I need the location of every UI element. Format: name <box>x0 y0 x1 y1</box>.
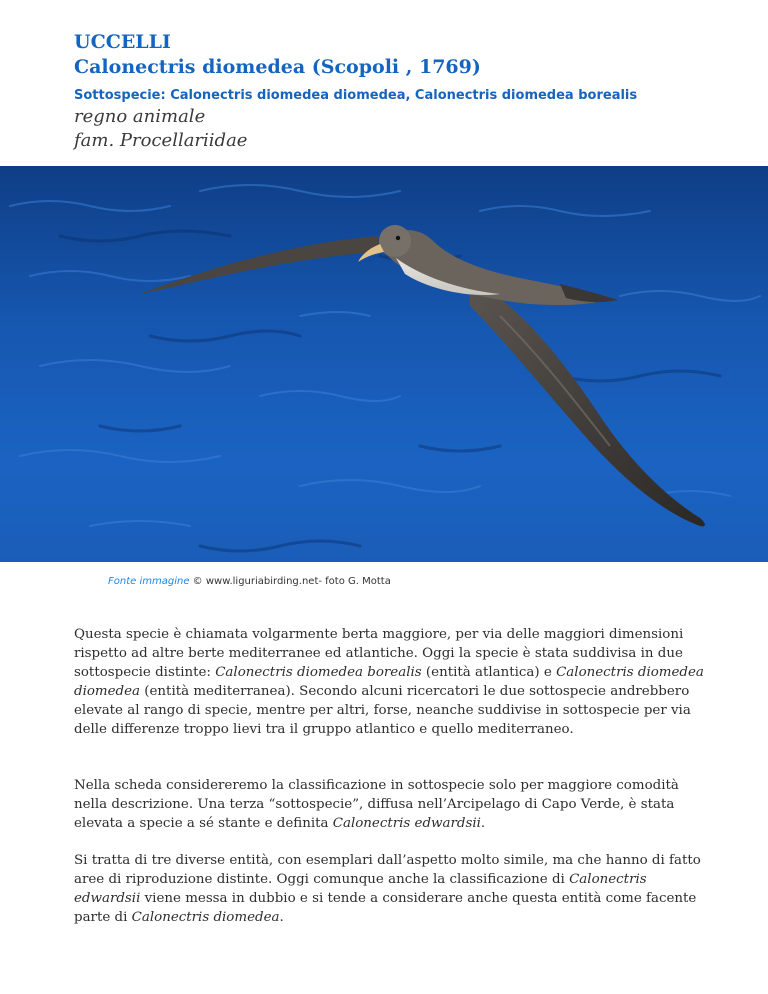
image-source-link[interactable]: Fonte immagine <box>108 576 190 587</box>
paragraph-2 <box>74 776 714 833</box>
species-name-diomedea-2: Calonectris diomedea <box>131 910 280 925</box>
paragraph-1 <box>74 625 714 739</box>
paragraph-3-text-b: viene messa in dubbio e si tende a considerare anche questa entità come facente parte di <box>74 891 697 925</box>
paragraph-3-text-a: Si tratta di tre diverse entità, con esemplari dall’aspetto molto simile, ma che hanno di fatto aree di riproduzione distinte. Oggi comunque anche la classificazione di <box>74 853 701 887</box>
photo-credit: www.liguriabirding.net- foto G. Motta <box>205 576 391 587</box>
shearwater-bird-photo <box>0 166 768 562</box>
image-caption <box>108 576 391 587</box>
family-label: fam. Procellariidae <box>74 130 248 151</box>
species-name-borealis: Calonectris diomedea borealis <box>215 665 422 680</box>
species-name-diomedea: Calonectris diomedea diomedea <box>74 665 704 699</box>
paragraph-1-text-a: Questa specie è chiamata volgarmente berta maggiore, per via delle maggiori dimensioni rispetto ad altre berte mediterranee ed atlantiche. Oggi la specie è stata suddivisa in due sottospecie distinte: <box>74 627 684 680</box>
paragraph-3 <box>74 851 714 927</box>
copyright-symbol: © <box>192 576 203 587</box>
subspecies-subtitle: Sottospecie: Calonectris diomedea diomedea, Calonectris diomedea borealis <box>74 88 638 103</box>
paragraph-2-text-a: Nella scheda considereremo la classificazione in sottospecie solo per maggiore comodità nella descrizione. Una terza “sottospecie”, diffusa nell’Arcipelago di Capo Verde, è stata elevata a specie a sé stante e definita <box>74 778 679 831</box>
paragraph-1-text-b: (entità atlantica) e <box>421 665 557 680</box>
species-name-edwardsii-2: Calonectris edwardsii <box>74 872 647 906</box>
paragraph-3-text-c: . <box>279 910 284 925</box>
species-title: Calonectris diomedea (Scopoli , 1769) <box>74 56 481 78</box>
paragraph-1-text-c: (entità mediterranea). Secondo alcuni ricercatori le due sottospecie andrebbero elevate al rango di specie, mentre per altri, forse, neanche suddivise in sottospecie per via delle differenze troppo lievi tra il gruppo atlantico e quello mediterraneo. <box>74 684 691 737</box>
page-header <box>74 30 744 153</box>
category-title: UCCELLI <box>74 31 171 53</box>
species-name-edwardsii: Calonectris edwardsii <box>332 816 481 831</box>
kingdom-label: regno animale <box>74 106 206 127</box>
paragraph-2-text-b: . <box>480 816 486 831</box>
